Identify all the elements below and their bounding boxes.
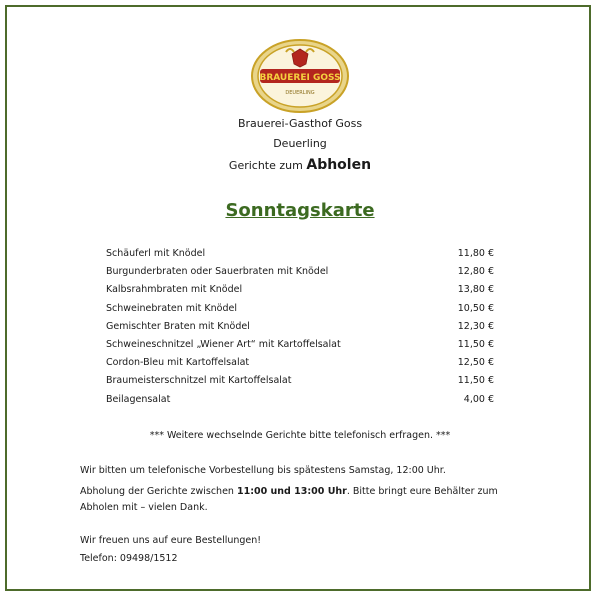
menu-item-price: 12,30 € (457, 320, 494, 332)
menu-item-price: 12,80 € (457, 266, 494, 278)
menu-item (106, 356, 494, 374)
restaurant-name: Brauerei-Gasthof Goss (237, 117, 363, 130)
menu-item-price: 12,50 € (457, 357, 494, 369)
menu-item-name: Schweineschnitzel „Wiener Art“ mit Kartoffelsalat (106, 338, 341, 350)
menu-item (106, 265, 494, 283)
menu-item-price: 4,00 € (463, 393, 494, 405)
menu-item-name: Kalbsrahmbraten mit Knödel (106, 284, 243, 296)
menu-item (106, 393, 494, 411)
menu-item-name: Schäuferl mit Knödel (106, 248, 206, 259)
menu-item (106, 247, 494, 265)
pickup-info-end: . Bitte bringt eure Behälter zum Abholen mit – vielen Dank. (80, 486, 498, 513)
menu-item (106, 374, 494, 392)
menu-heading: Sonntagskarte (225, 200, 375, 221)
menu-item-price: 11,80 € (457, 248, 494, 259)
logo-area (0, 36, 600, 116)
menu-item-name: Schweinebraten mit Knödel (106, 302, 237, 314)
closing-message: Wir freuen uns auf eure Bestellungen! (80, 535, 262, 546)
menu-item-price: 11,50 € (457, 375, 494, 387)
menu-item-name: Cordon-Bleu mit Kartoffelsalat (106, 357, 250, 369)
takeaway-emphasis: Abholen (306, 157, 372, 173)
menu-item-price: 11,50 € (457, 338, 494, 350)
menu-item (106, 283, 494, 301)
menu-item-name: Beilagensalat (106, 393, 171, 405)
restaurant-location: Deuerling (273, 137, 327, 150)
logo-text: BRAUEREI GOSS (259, 73, 341, 83)
menu-item (106, 338, 494, 356)
takeaway-prefix: Gerichte zum (228, 159, 303, 172)
menu-note: *** Weitere wechselnde Gerichte bitte telefonisch erfragen. *** (149, 430, 451, 441)
logo-subtext: DEUERLING (285, 90, 315, 96)
menu-item-name: Gemischter Braten mit Knödel (106, 320, 250, 332)
menu-item-name: Burgunderbraten oder Sauerbraten mit Knödel (106, 266, 329, 278)
menu-item (106, 302, 494, 320)
pickup-info (80, 484, 510, 516)
pickup-time: 11:00 und 13:00 Uhr (236, 486, 347, 497)
menu-list (106, 247, 494, 411)
menu-item-name: Braumeisterschnitzel mit Kartoffelsalat (106, 375, 292, 387)
menu-item (106, 320, 494, 338)
menu-item-price: 13,80 € (457, 284, 494, 296)
menu-item-price: 10,50 € (457, 302, 494, 314)
preorder-info: Wir bitten um telefonische Vorbestellung bis spätestens Samstag, 12:00 Uhr. (80, 465, 446, 476)
takeaway-subtitle (0, 157, 600, 173)
pickup-info-start: Abholung der Gerichte zwischen (80, 486, 237, 497)
phone-number: Telefon: 09498/1512 (80, 553, 178, 564)
brewery-logo (250, 36, 350, 116)
